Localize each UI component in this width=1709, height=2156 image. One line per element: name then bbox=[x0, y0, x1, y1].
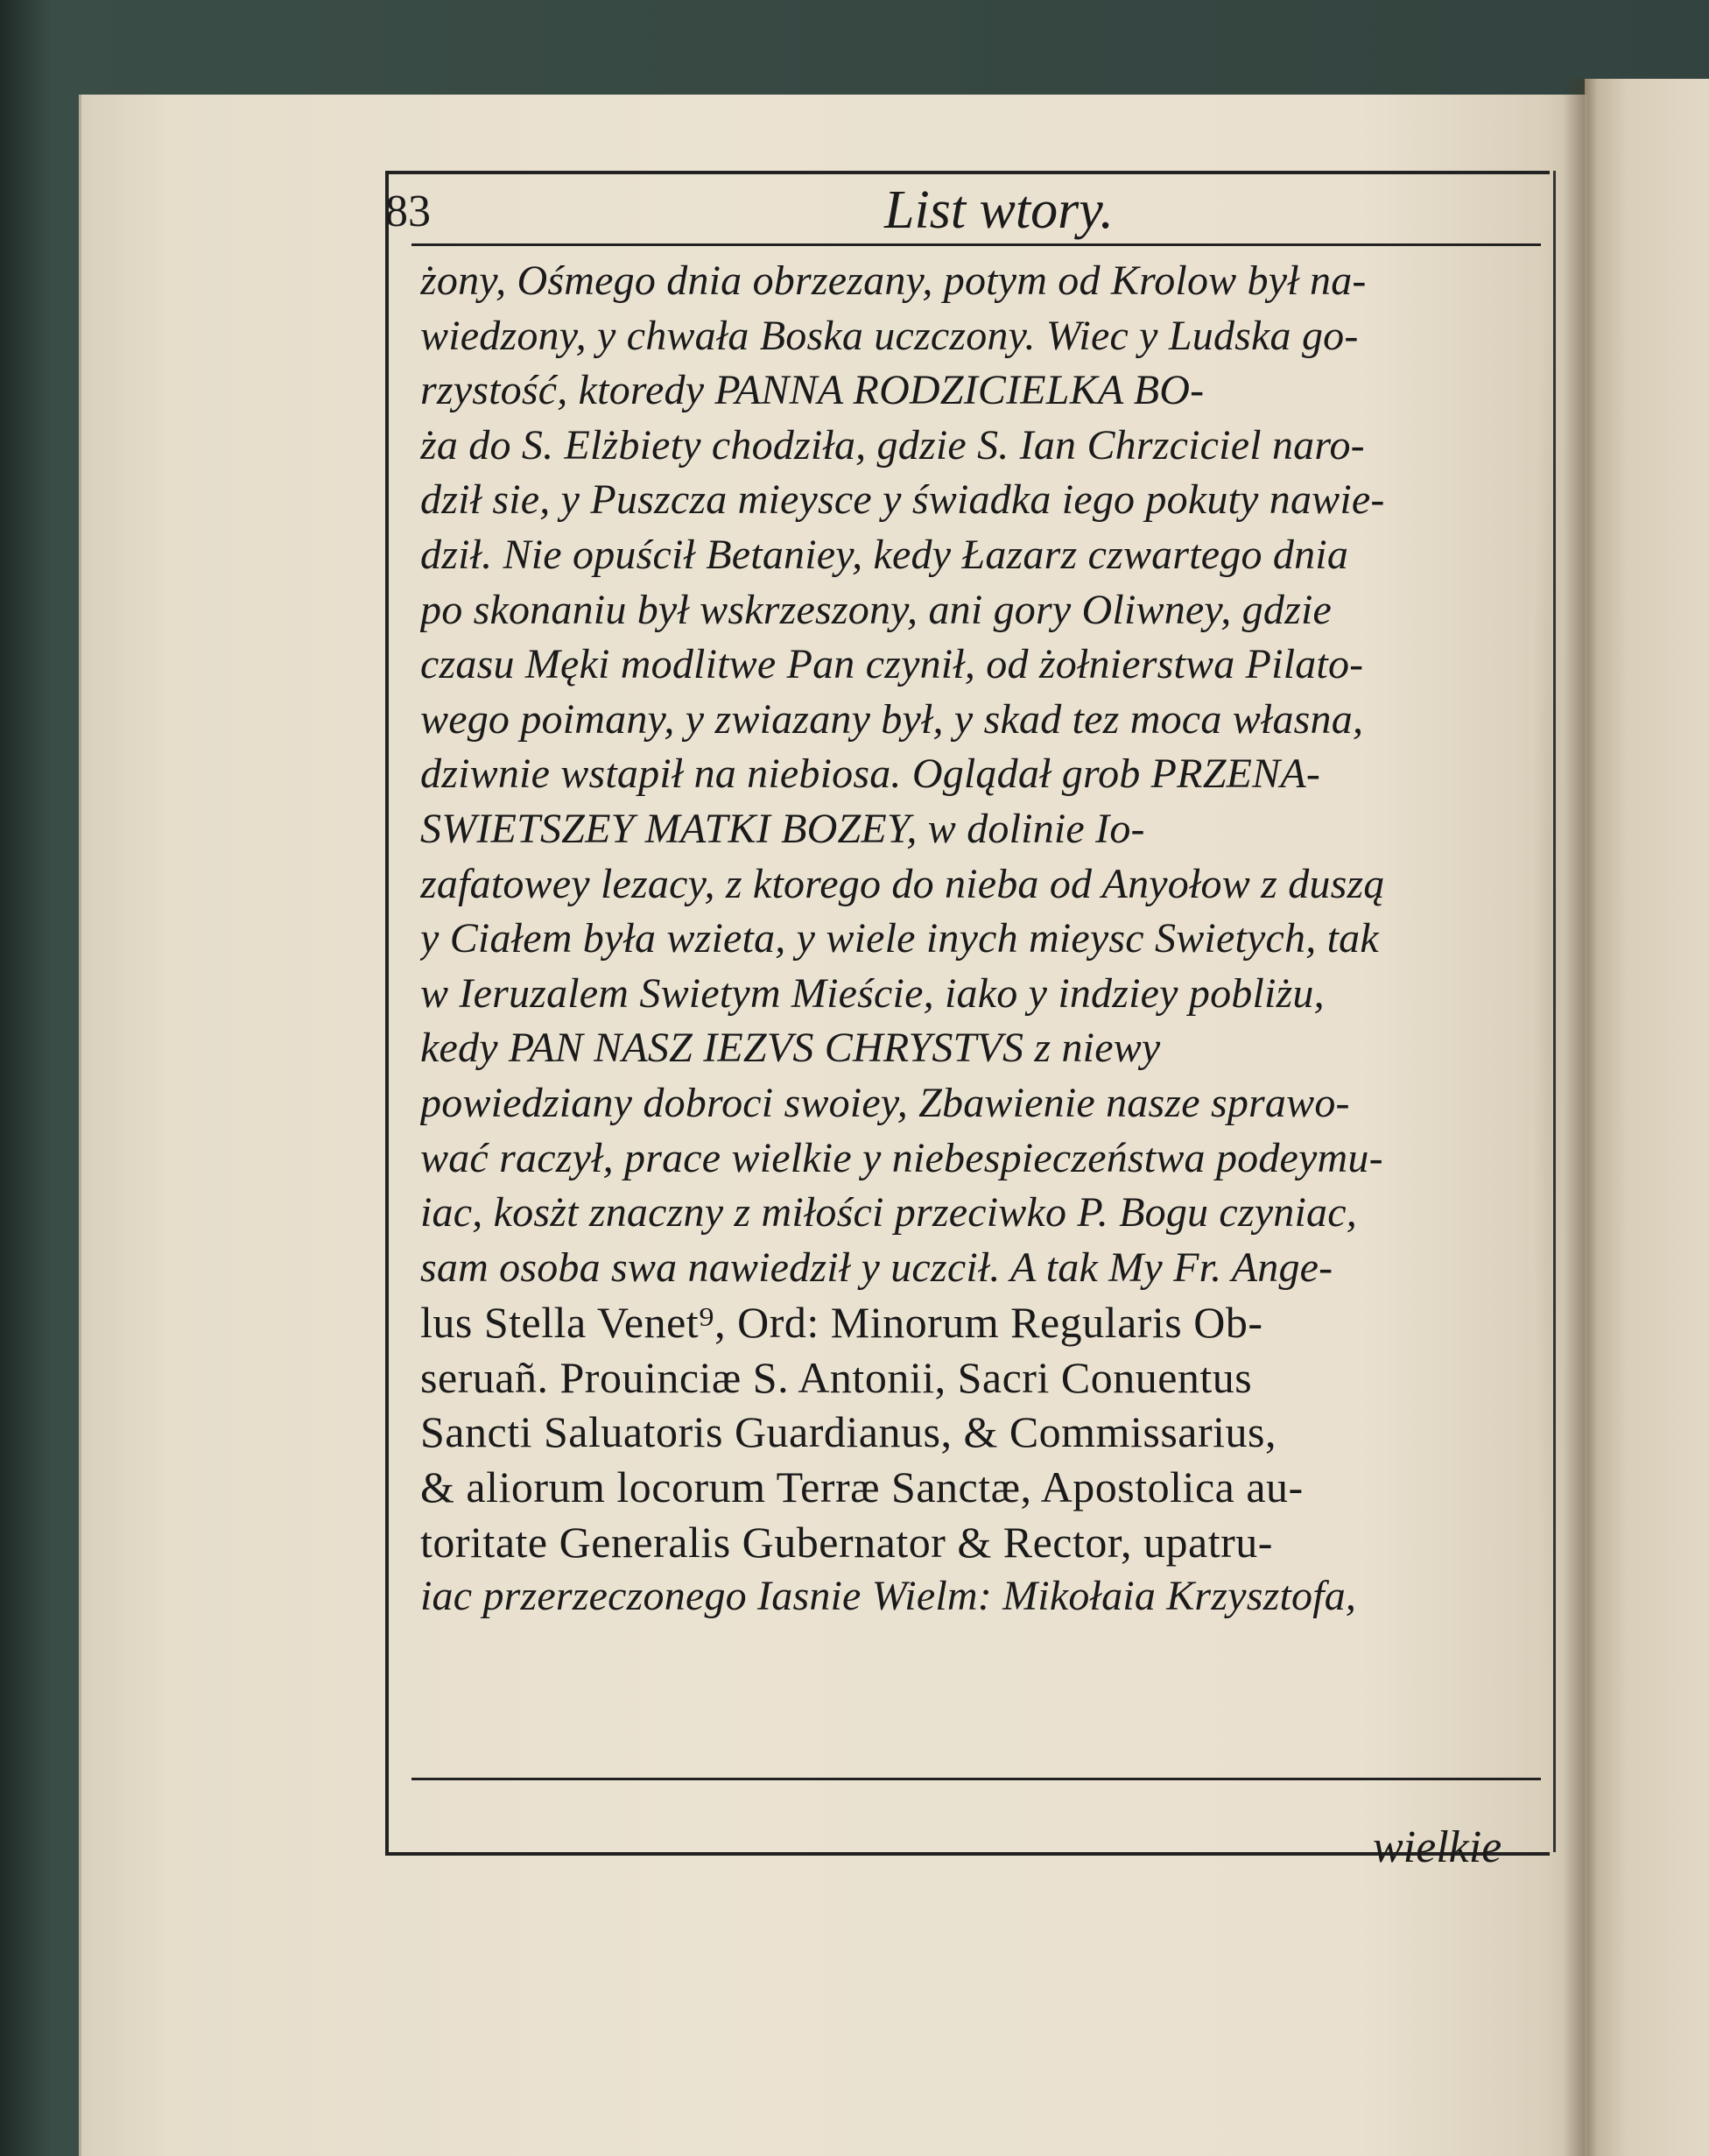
facing-page-edge bbox=[1585, 79, 1709, 2156]
text-line: dził. Nie opuścił Betaniey, kedy Łazarz czwartego dnia bbox=[420, 531, 1349, 578]
text-line: rzystość, ktoredy PANNA RODZICIELKA BO- bbox=[420, 367, 1205, 414]
text-line: wać raczył, prace wielkie y niebespieczeństwa podeymu- bbox=[420, 1134, 1383, 1181]
text-line: zafatowey lezacy, z ktorego do nieba od Anyołow z duszą bbox=[420, 860, 1385, 907]
text-line: dziwnie wstapił na niebiosa. Oglądał grob PRZENA- bbox=[420, 750, 1321, 798]
page-number: 83 bbox=[385, 187, 431, 236]
bottom-rule-1 bbox=[411, 1778, 1541, 1780]
text-line: lus Stella Venet⁹, Ord: Minorum Regularis Ob- bbox=[420, 1298, 1263, 1348]
text-line: czasu Męki modlitwe Pan czynił, od żołnierstwa Pilato- bbox=[420, 641, 1364, 688]
text-line: toritate Generalis Gubernator & Rector, upatru- bbox=[420, 1517, 1273, 1567]
body-text bbox=[420, 254, 1532, 1624]
top-rule bbox=[385, 171, 1550, 174]
text-line: w Ieruzalem Swietym Mieście, iako y indziey pobliżu, bbox=[420, 969, 1325, 1017]
text-line: dził sie, y Puszcza mieysce y świadka iego pokuty nawie- bbox=[420, 476, 1385, 524]
text-line: żony, Ośmego dnia obrzezany, potym od Krolow był na- bbox=[420, 257, 1367, 304]
text-line: wego poimany, y zwiazany był, y skad tez moca własna, bbox=[420, 695, 1364, 743]
text-line: SWIETSZEY MATKI BOZEY, w dolinie Io- bbox=[420, 805, 1145, 852]
text-line: iac, kosżt znaczny z miłości przeciwko P. Bogu czyniac, bbox=[420, 1189, 1357, 1237]
text-line: & aliorum locorum Terræ Sanctæ, Apostolica au- bbox=[420, 1462, 1304, 1512]
header-rule bbox=[411, 243, 1541, 246]
text-line: wiedzony, y chwała Boska uczczony. Wiec y Ludska go- bbox=[420, 312, 1359, 359]
text-line: powiedziany dobroci swoiey, Zbawienie nasze sprawo- bbox=[420, 1079, 1350, 1126]
text-line: iac przerzeczonego Iasnie Wielm: Mikołaia Krzysztofa, bbox=[420, 1573, 1357, 1620]
text-line: ża do S. Elżbiety chodziła, gdzie S. Ian Chrzciciel naro- bbox=[420, 421, 1365, 469]
text-line: po skonaniu był wskrzeszony, ani gory Oliwney, gdzie bbox=[420, 586, 1332, 633]
gutter-shadow bbox=[1563, 79, 1598, 2156]
catchword: wielkie bbox=[1373, 1822, 1502, 1872]
text-line: y Ciałem była wzieta, y wiele inych mieysc Swietych, tak bbox=[420, 915, 1379, 962]
text-line: Sancti Saluatoris Guardianus, & Commissarius, bbox=[420, 1407, 1276, 1457]
text-line: seruañ. Prouinciæ S. Antonii, Sacri Conuentus bbox=[420, 1352, 1253, 1402]
text-line: kedy PAN NASZ IEZVS CHRYSTVS z niewy bbox=[420, 1025, 1161, 1072]
text-line: sam osoba swa nawiedził y uczcił. A tak My Fr. Ange- bbox=[420, 1244, 1333, 1291]
running-title: List wtory. bbox=[884, 180, 1114, 240]
